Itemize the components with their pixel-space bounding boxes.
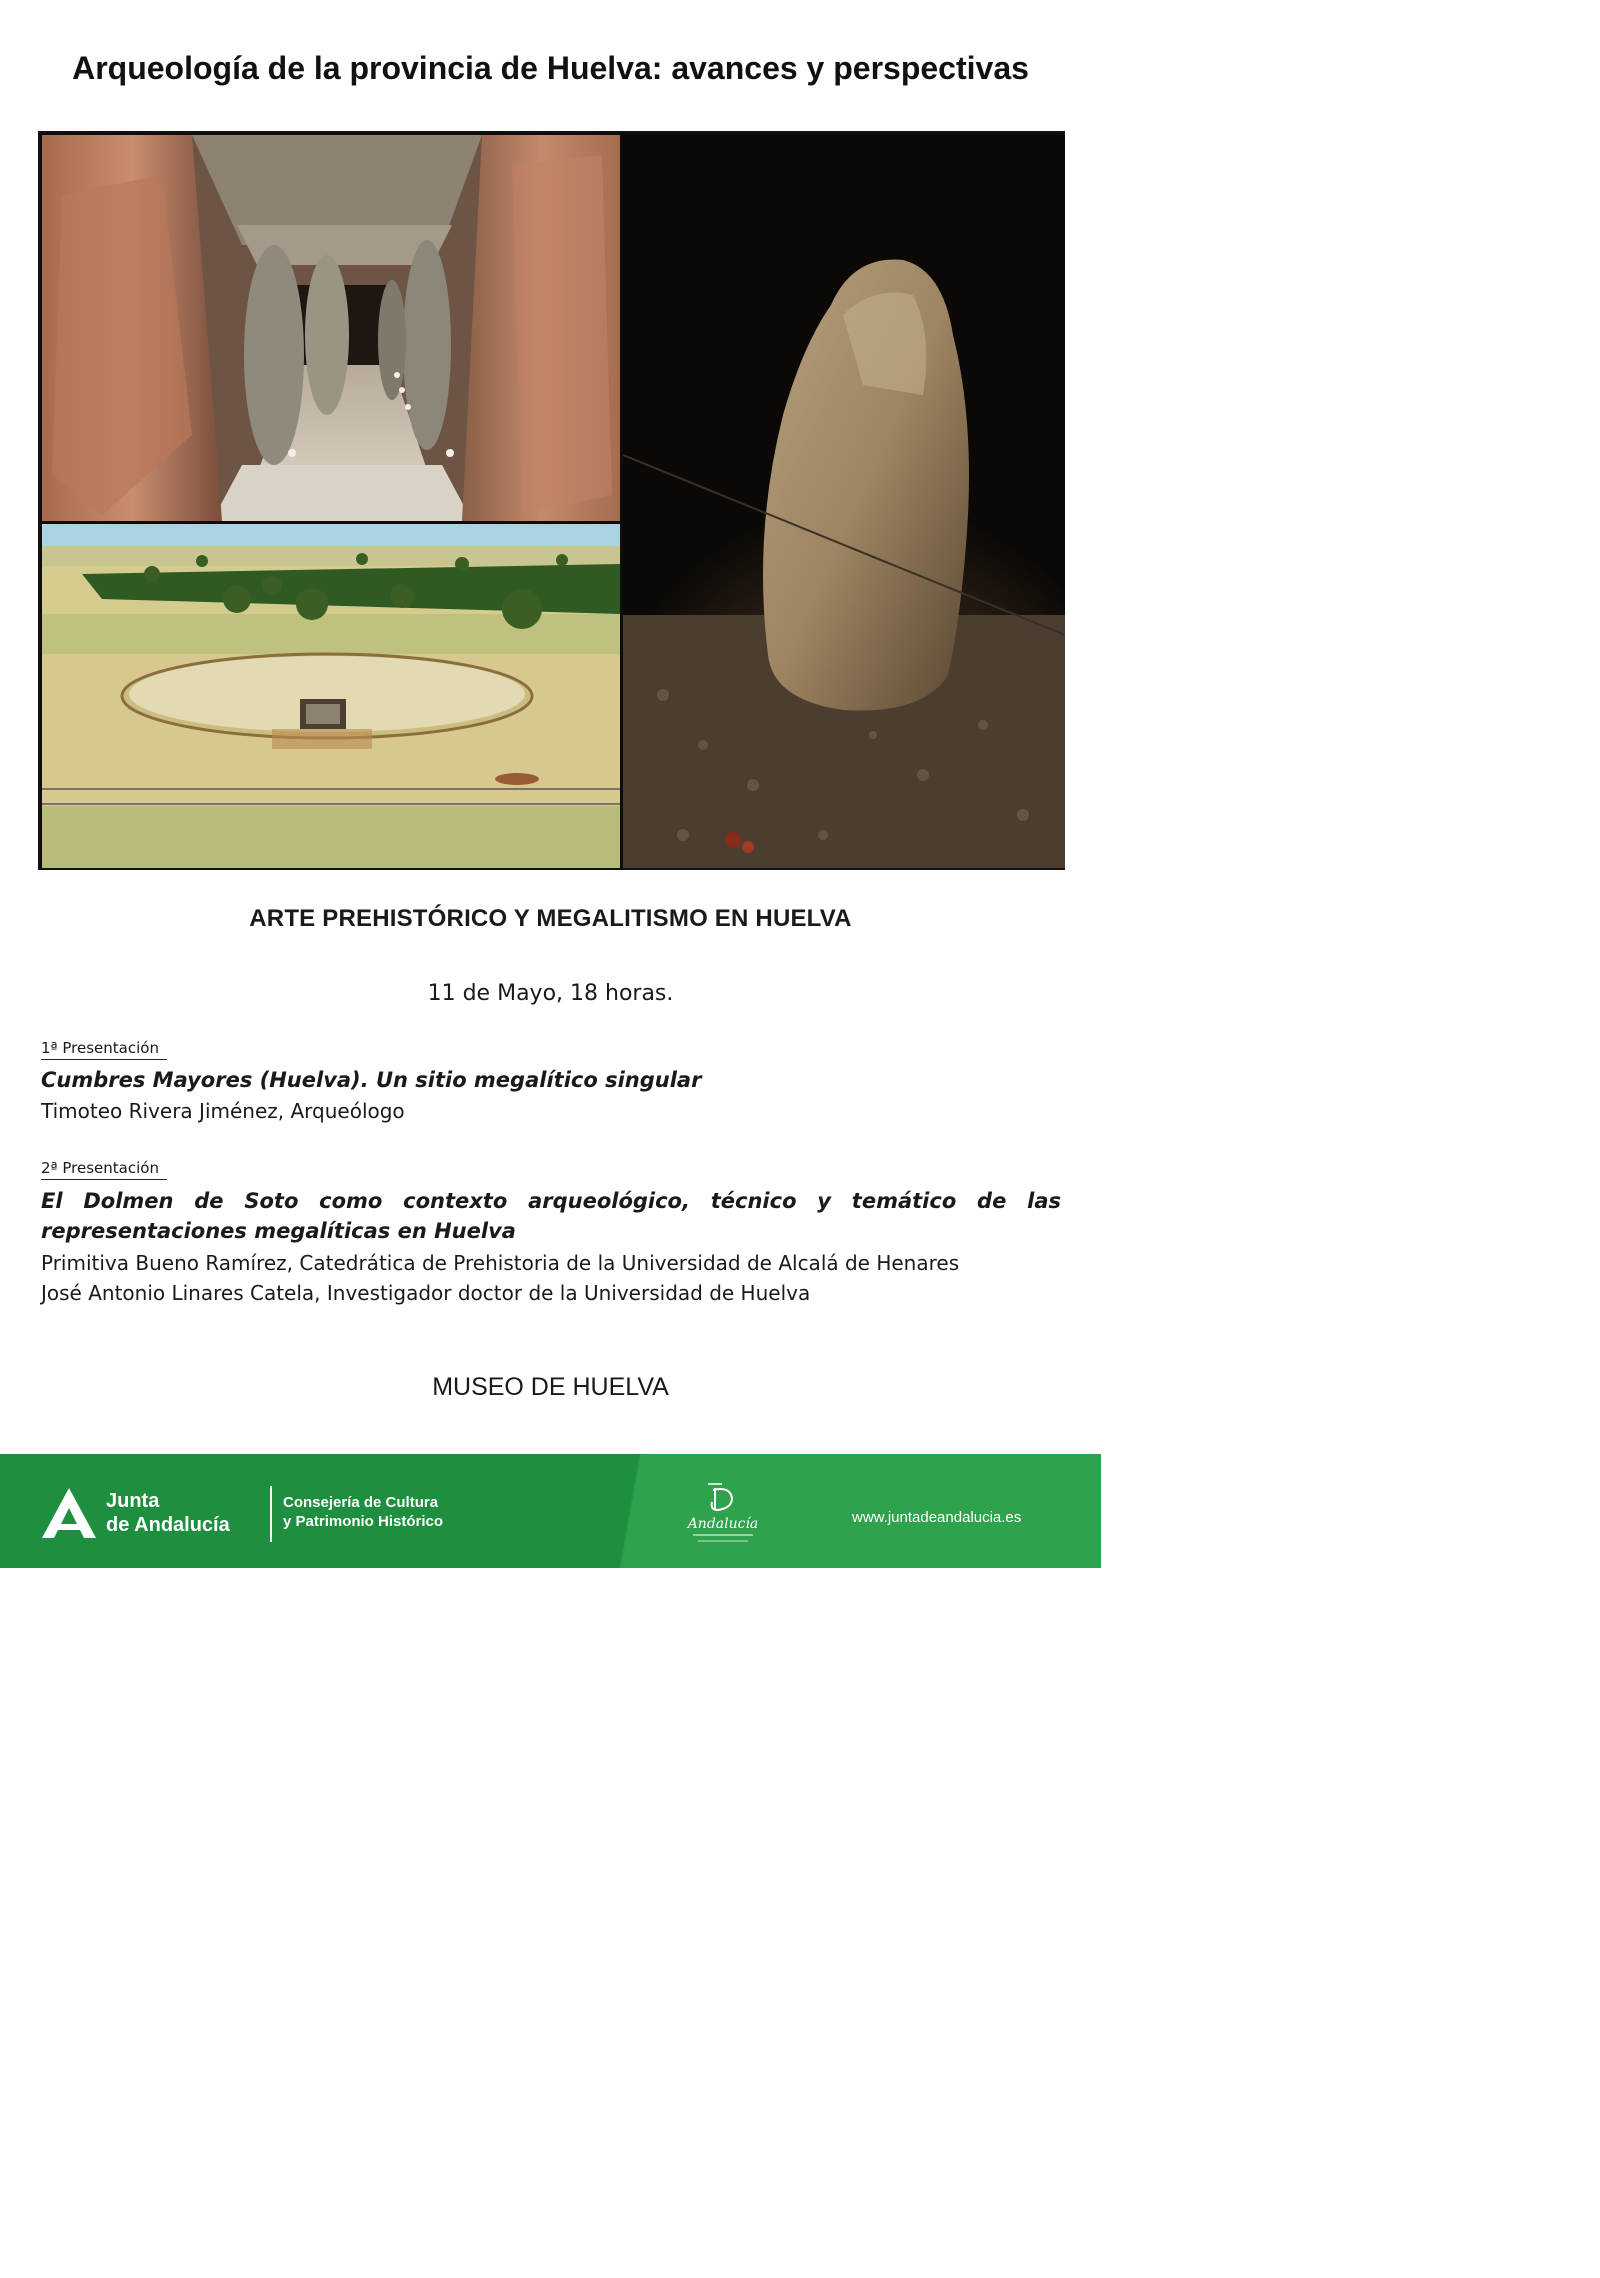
presentation-1-title: Cumbres Mayores (Huelva). Un sitio megalítico singular (41, 1068, 702, 1092)
dolmen-corridor-photo (42, 135, 620, 521)
venue: MUSEO DE HUELVA (432, 1373, 669, 1401)
section-title: ARTE PREHISTÓRICO Y MEGALITISMO EN HUELVA (249, 905, 852, 932)
presentation-2-speaker-1: Primitiva Bueno Ramírez, Catedrática de Prehistoria de la Universidad de Alcalá de Henares (41, 1251, 960, 1275)
menhir-photo (623, 135, 1065, 868)
junta-line-2: de Andalucía (106, 1514, 230, 1536)
footer-bar (0, 1454, 1101, 1568)
event-date: 11 de Mayo, 18 horas. (427, 981, 674, 1006)
junta-line-1: Junta (106, 1490, 160, 1512)
centro-logo-text: Andalucía (687, 1516, 759, 1532)
presentation-1-speaker: Timoteo Rivera Jiménez, Arqueólogo (41, 1099, 405, 1123)
footer-divider (270, 1486, 272, 1542)
consejeria-name (283, 1493, 443, 1531)
presentation-2-speaker-2: José Antonio Linares Catela, Investigador doctor de la Universidad de Huelva (41, 1281, 811, 1305)
consejeria-line-2: y Patrimonio Histórico (283, 1513, 444, 1530)
junta-andalucia-wordmark (106, 1489, 230, 1537)
page-title: Arqueología de la provincia de Huelva: avances y perspectivas (72, 50, 1029, 86)
photo-collage (38, 131, 1065, 870)
centro-andaluz-logo-icon (668, 1480, 778, 1550)
tumulus-landscape-photo (42, 524, 620, 868)
presentation-2-title: El Dolmen de Soto como contexto arqueológico, técnico y temático de las representaciones megalíticas en Huelva (41, 1189, 1061, 1243)
presentation-2-label: 2ª Presentación (41, 1159, 167, 1180)
consejeria-line-1: Consejería de Cultura (283, 1494, 439, 1511)
junta-andalucia-logo-icon (40, 1486, 98, 1540)
presentation-1-label: 1ª Presentación (41, 1039, 167, 1060)
website-url[interactable]: www.juntadeandalucia.es (852, 1509, 1022, 1526)
